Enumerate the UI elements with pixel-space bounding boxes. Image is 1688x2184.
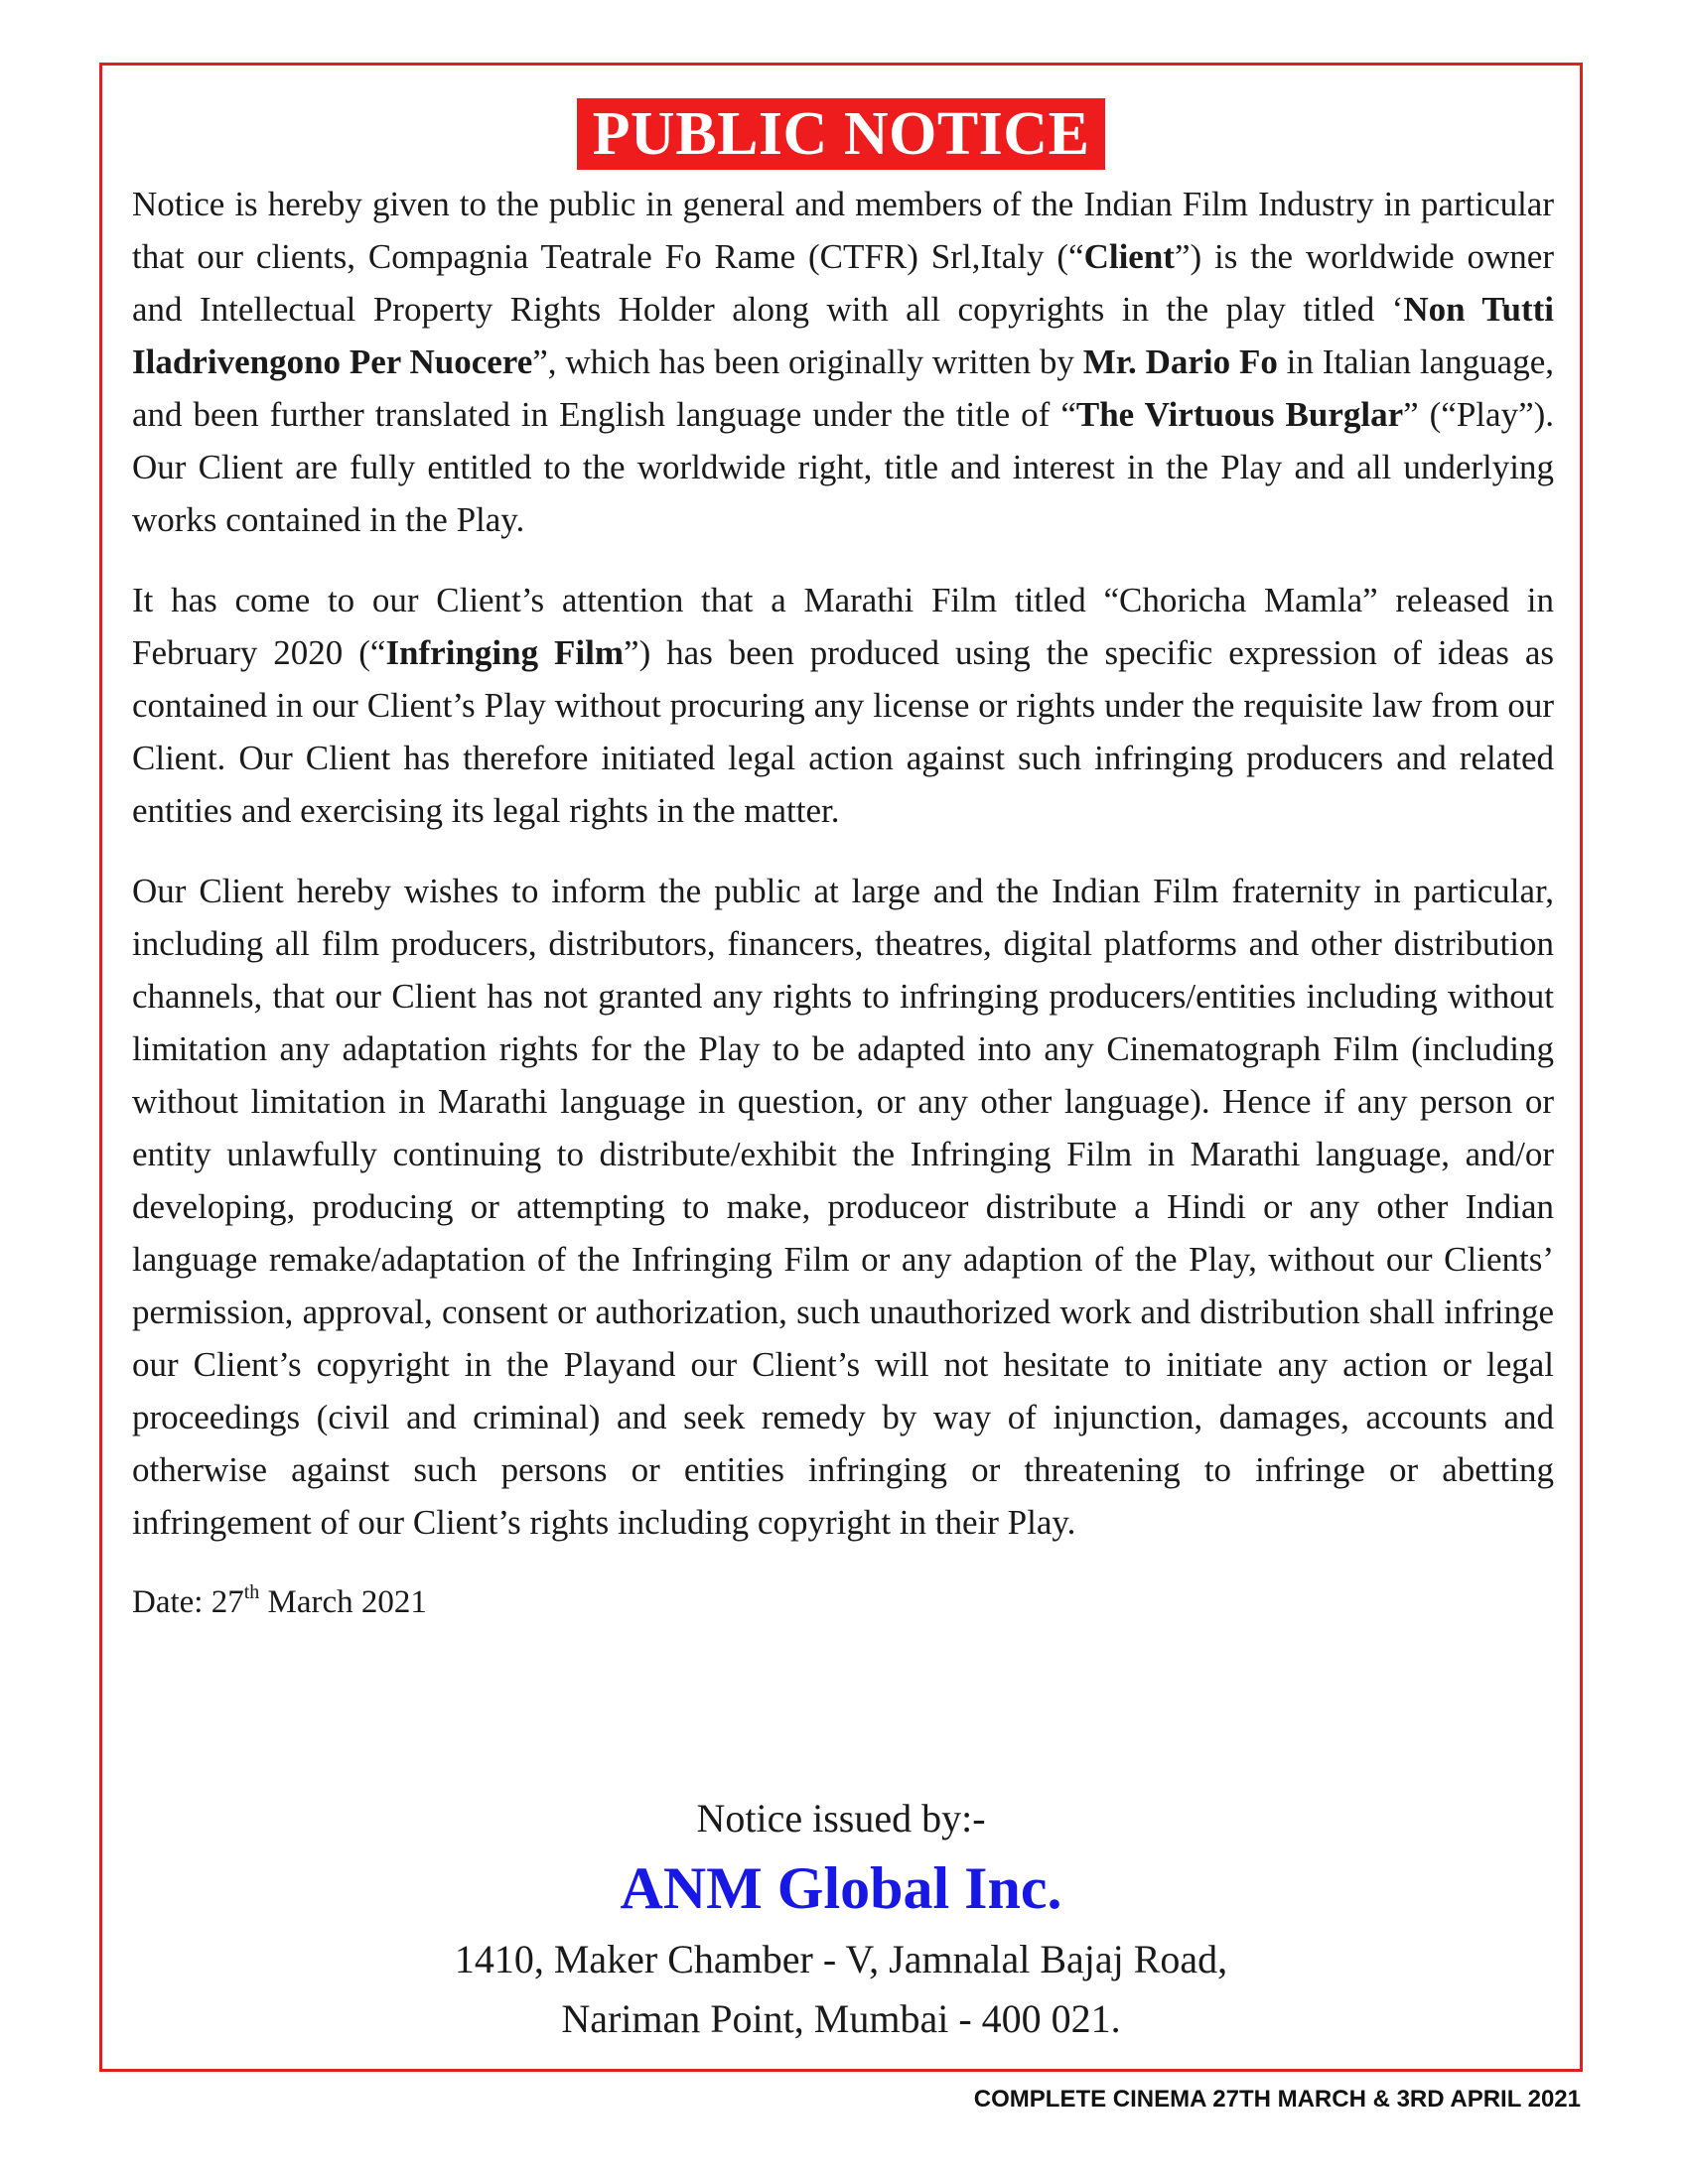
publication-footer: COMPLETE CINEMA 27TH MARCH & 3RD APRIL 2021 (973, 2086, 1581, 2113)
p1-text-3: ”, which has been originally written by (532, 342, 1083, 381)
notice-date (132, 1576, 1554, 1629)
p1-text-1: Notice is hereby given to the public in general and members of the Indian Film Industry in particular that our clients, Compagnia Teatrale Fo Rame (CTFR) Srl,Italy (“ (132, 185, 1554, 276)
date-prefix: Date: 27 (132, 1584, 244, 1620)
issued-by-label: Notice issued by:- (696, 1796, 986, 1841)
notice-body (132, 178, 1554, 1629)
title-wrap (102, 98, 1580, 170)
address-line-1: 1410, Maker Chamber - V, Jamnalal Bajaj Road, (454, 1937, 1228, 1981)
p1-bold-english-title: The Virtuous Burglar (1075, 395, 1404, 434)
p1-bold-author: Mr. Dario Fo (1082, 342, 1278, 381)
notice-frame (99, 63, 1583, 2072)
p2-text-2: ”) has been produced using the specific expression of ideas as contained in our Client’s Play without procuring any license or rights under the requisite law from our Client. Our Client has therefore initiated legal action against such infringing producers and related entities and exercising its legal rights in the matter. (132, 633, 1554, 830)
p1-bold-play-title: Non Tutti Iladrivengono Per Nuocere (132, 290, 1555, 381)
p1-text-2: ”) is the worldwide owner and Intellectual Property Rights Holder along with all copyrights in the play titled ‘ (132, 237, 1554, 329)
address-line-2: Nariman Point, Mumbai - 400 021. (561, 1996, 1121, 2041)
p2-text-1: It has come to our Client’s attention that a Marathi Film titled “Choricha Mamla” released in February 2020 (“ (132, 581, 1554, 672)
p2-bold-infringing-film: Infringing Film (385, 633, 625, 672)
p1-text-4: in Italian language, and been further translated in English language under the title of “ (132, 342, 1554, 434)
company-name: ANM Global Inc. (620, 1855, 1062, 1921)
date-ordinal: th (243, 1581, 260, 1603)
p1-text-5: ” (“Play”). Our Client are fully entitled to the worldwide right, title and interest in the Play and all underlying works contained in the Play. (132, 395, 1555, 539)
notice-title: PUBLIC NOTICE (577, 98, 1106, 170)
date-rest: March 2021 (259, 1584, 427, 1620)
paragraph-warning: Our Client hereby wishes to inform the public at large and the Indian Film fraternity in particular, including all film producers, distributors, financers, theatres, digital platforms and other distribution channels, that our Client has not granted any rights to infringing producers/entities including without limitation any adaptation rights for the Play to be adapted into any Cinematograph Film (including without limitation in Marathi language in question, or any other language). Hence if any person or entity unlawfully continuing to distribute/exhibit the Infringing Film in Marathi language, and/or developing, producing or attempting to make, produceor distribute a Hindi or any other Indian language remake/adaptation of the Infringing Film or any adaption of the Play, without our Clients’ permission, approval, consent or authorization, such unauthorized work and distribution shall infringe our Client’s copyright in the Playand our Client’s will not hesitate to initiate any action or legal proceedings (civil and criminal) and seek remedy by way of injunction, damages, accounts and otherwise against such persons or entities infringing or threatening to infringe or abetting infringement of our Client’s rights including copyright in their Play. (132, 872, 1554, 1542)
paragraph-infringement (132, 574, 1554, 837)
p1-bold-client: Client (1083, 237, 1175, 276)
paragraph-ownership (132, 178, 1554, 546)
